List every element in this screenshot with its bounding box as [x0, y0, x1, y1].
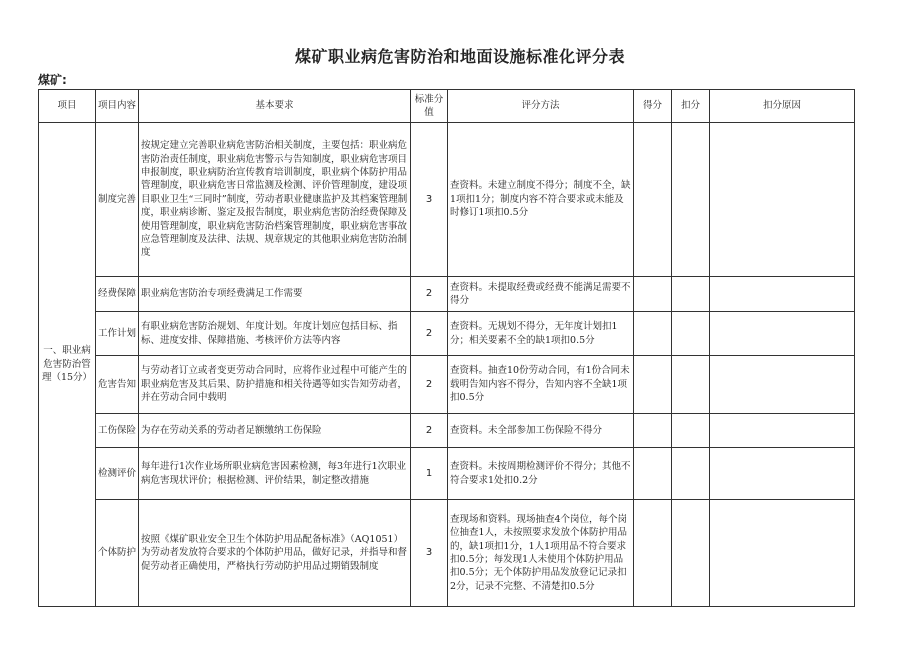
table-header-row: [39, 90, 855, 123]
row-requirement: 为存在劳动关系的劳动者足额缴纳工伤保险: [139, 414, 411, 448]
header-deduct-reason: 扣分原因: [710, 90, 855, 123]
table-row: [39, 356, 855, 414]
row-score[interactable]: [634, 500, 672, 607]
row-content: 工作计划: [96, 312, 139, 356]
row-reason[interactable]: [710, 312, 855, 356]
row-score[interactable]: [634, 277, 672, 312]
header-basic-requirement: 基本要求: [139, 90, 411, 123]
row-points: 3: [411, 123, 448, 277]
row-points: 2: [411, 277, 448, 312]
scoring-table: [38, 89, 855, 607]
row-method: 查资料。抽查10份劳动合同，有1份合同未载明告知内容不得分，告知内容不全缺1项扣0.5分: [448, 356, 634, 414]
table-row: [39, 123, 855, 277]
row-deduct[interactable]: [672, 500, 710, 607]
section-label: 一、职业病危害防治管理（15分）: [39, 123, 96, 607]
row-reason[interactable]: [710, 414, 855, 448]
row-deduct[interactable]: [672, 414, 710, 448]
header-content: 项目内容: [96, 90, 139, 123]
row-score[interactable]: [634, 123, 672, 277]
row-requirement: 与劳动者订立或者变更劳动合同时，应将作业过程中可能产生的职业病危害及其后果、防护措施和相关待遇等如实告知劳动者，并在劳动合同中载明: [139, 356, 411, 414]
row-reason[interactable]: [710, 123, 855, 277]
row-requirement: 按规定建立完善职业病危害防治相关制度，主要包括：职业病危害防治责任制度，职业病危害警示与告知制度，职业病危害项目申报制度，职业病防治宣传教育培训制度，职业病个体防护用品管理制度，职业病危害日常监测及检测、评价管理制度，建设项目职业卫生“三同时”制度，劳动者职业健康监护及其档案管理制度，职业病诊断、鉴定及报告制度，职业病危害防治经费保障及使用管理制度，职业病危害防治档案管理制度，职业病危害事故应急管理制度及法律、法规、规章规定的其他职业病危害防治制度: [139, 123, 411, 277]
row-method: 查现场和资料。现场抽查4个岗位，每个岗位抽查1人，未按照要求发放个体防护用品的，缺1项扣1分，1人1项用品不符合要求扣0.5分；每发现1人未使用个体防护用品扣0.5分；无个体防护用品发放登记记录扣2分，记录不完整、不清楚扣0.5分: [448, 500, 634, 607]
row-reason[interactable]: [710, 448, 855, 500]
row-deduct[interactable]: [672, 277, 710, 312]
row-method: 查资料。无规划不得分，无年度计划扣1分；相关要素不全的缺1项扣0.5分: [448, 312, 634, 356]
row-content: 工伤保险: [96, 414, 139, 448]
row-requirement: 有职业病危害防治规划、年度计划。年度计划应包括目标、指标、进度安排、保障措施、考核评价方法等内容: [139, 312, 411, 356]
mine-name-label: 煤矿:: [38, 73, 67, 87]
row-requirement: 职业病危害防治专项经费满足工作需要: [139, 277, 411, 312]
row-score[interactable]: [634, 356, 672, 414]
row-method: 查资料。未按周期检测评价不得分；其他不符合要求1处扣0.2分: [448, 448, 634, 500]
row-content: 制度完善: [96, 123, 139, 277]
row-deduct[interactable]: [672, 312, 710, 356]
row-points: 3: [411, 500, 448, 607]
row-content: 危害告知: [96, 356, 139, 414]
header-scoring-method: 评分方法: [448, 90, 634, 123]
row-points: 2: [411, 414, 448, 448]
table-row: [39, 414, 855, 448]
table-row: [39, 500, 855, 607]
row-content: 经费保障: [96, 277, 139, 312]
row-method: 查资料。未全部参加工伤保险不得分: [448, 414, 634, 448]
table-row: [39, 277, 855, 312]
table-row: [39, 312, 855, 356]
row-reason[interactable]: [710, 500, 855, 607]
row-method: 查资料。未提取经费或经费不能满足需要不得分: [448, 277, 634, 312]
page-title: 煤矿职业病危害防治和地面设施标准化评分表: [294, 47, 625, 66]
row-requirement: 每年进行1次作业场所职业病危害因素检测，每3年进行1次职业病危害现状评价；根据检测、评价结果，制定整改措施: [139, 448, 411, 500]
row-points: 1: [411, 448, 448, 500]
row-score[interactable]: [634, 414, 672, 448]
row-method: 查资料。未建立制度不得分；制度不全，缺1项扣1分；制度内容不符合要求或未能及时修订1项扣0.5分: [448, 123, 634, 277]
row-score[interactable]: [634, 448, 672, 500]
row-points: 2: [411, 356, 448, 414]
row-deduct[interactable]: [672, 123, 710, 277]
row-deduct[interactable]: [672, 356, 710, 414]
header-standard-score: 标准分值: [411, 90, 448, 123]
header-item: 项目: [39, 90, 96, 123]
table-row: [39, 448, 855, 500]
row-requirement: 按照《煤矿职业安全卫生个体防护用品配备标准》（AQ1051）为劳动者发放符合要求的个体防护用品，做好记录，并指导和督促劳动者正确使用，严格执行劳动防护用品过期销毁制度: [139, 500, 411, 607]
header-score: 得分: [634, 90, 672, 123]
header-deduct: 扣分: [672, 90, 710, 123]
row-reason[interactable]: [710, 277, 855, 312]
row-content: 检测评价: [96, 448, 139, 500]
row-points: 2: [411, 312, 448, 356]
row-deduct[interactable]: [672, 448, 710, 500]
row-score[interactable]: [634, 312, 672, 356]
row-content: 个体防护: [96, 500, 139, 607]
row-reason[interactable]: [710, 356, 855, 414]
